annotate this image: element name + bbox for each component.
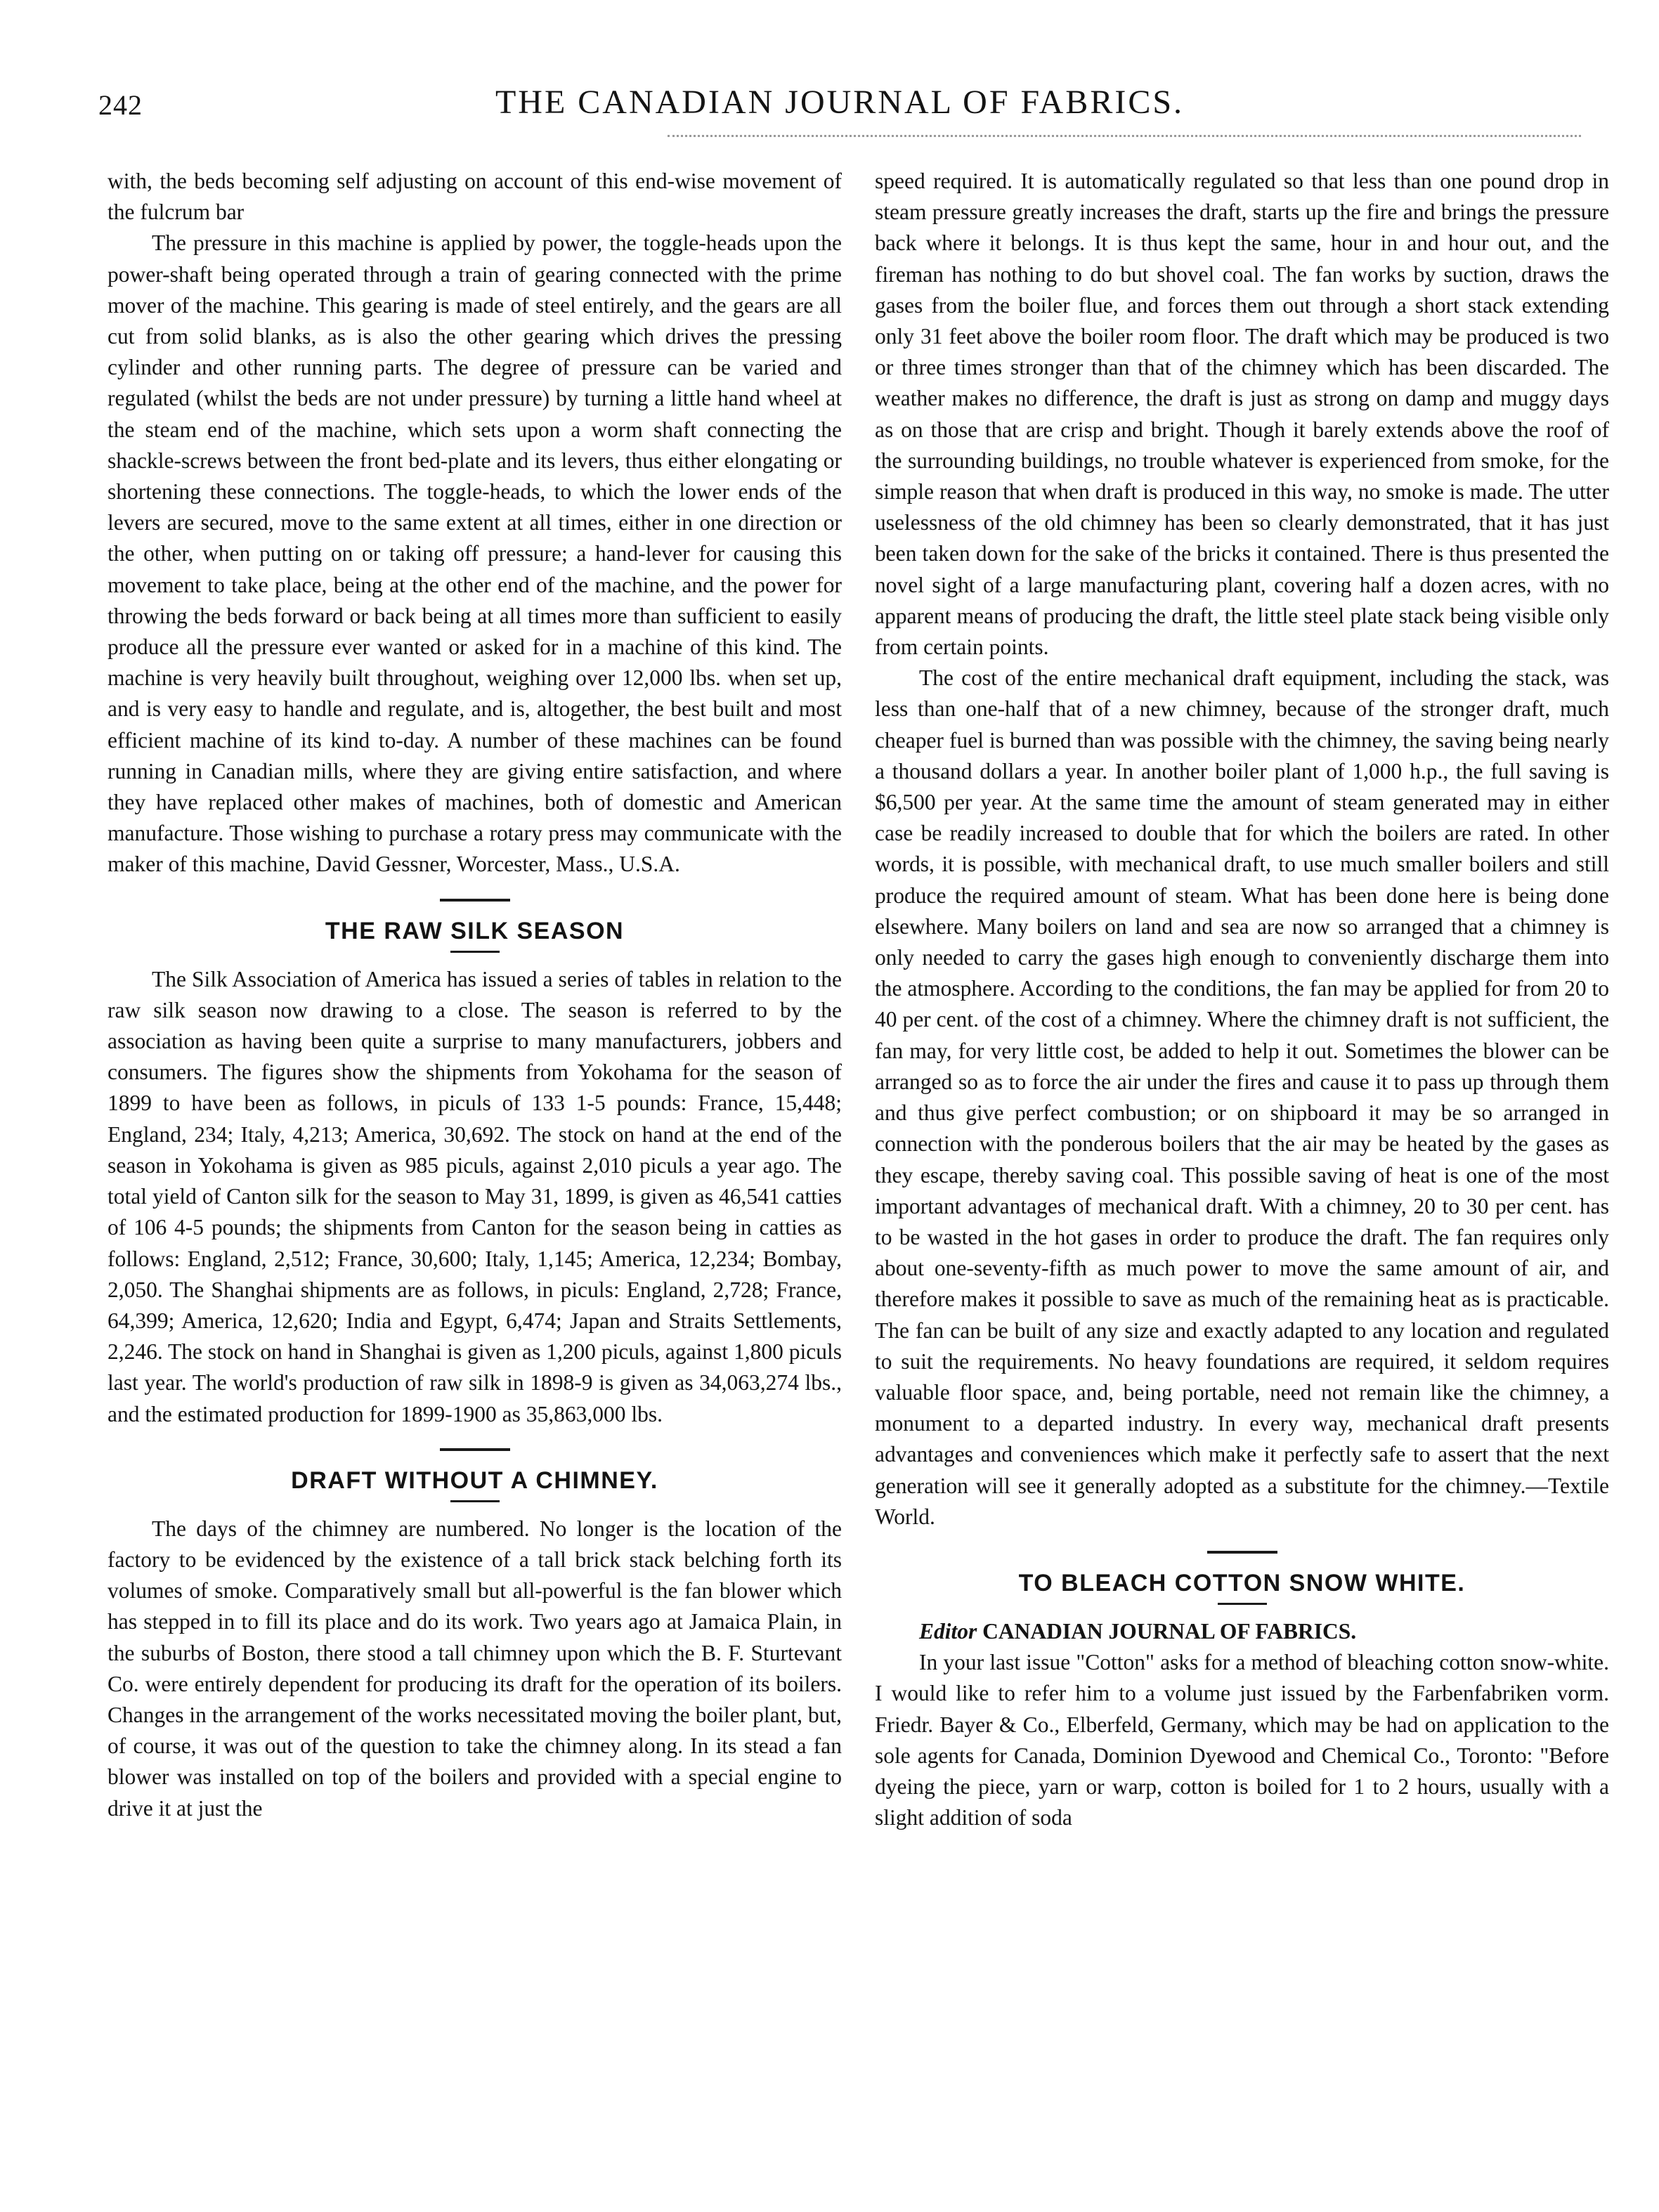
- section-rule: [450, 1500, 500, 1502]
- journal-title: THE CANADIAN JOURNAL OF FABRICS.: [495, 84, 1185, 121]
- article-paragraph: with, the beds becoming self adjusting on account of this end-wise movement of the fulcrum bar: [108, 169, 842, 225]
- page-header: [98, 83, 1581, 132]
- article-paragraph: The Silk Association of America has issued a series of tables in relation to the raw silk season now drawing to a close. The season is referred to by the association as having been quite a surprise to many manufacturers, jobbers and consumers. The figures show the shipments from Yokohama for the season of 1899 to have been as follows, in piculs of 133 1-5 pounds: France, 15,448; England, 234; Italy, 4,213; America, 30,692. The stock on hand at the end of the season in Yokohama is given as 985 piculs, against 2,010 piculs a year ago. The total yield of Canton silk for the season to May 31, 1899, is given as 46,541 catties of 106 4-5 pounds; the shipments from Canton for the season being in catties as follows: England, 2,512; France, 30,600; Italy, 1,145; America, 12,234; Bombay, 2,050. The Shanghai shipments are as follows, in piculs: England, 2,728; France, 64,399; America, 12,620; India and Egypt, 6,474; Japan and Straits Settlements, 2,246. The stock on hand in Shanghai is given as 1,200 piculs, against 1,800 piculs last year. The world's production of raw silk in 1898-9 is given as 34,063,274 lbs., and the estimated production for 1899-1900 as 35,863,000 lbs.: [108, 966, 842, 1426]
- editor-prefix: Editor: [919, 1618, 977, 1644]
- article-paragraph: In your last issue "Cotton" asks for a method of bleaching cotton snow-white. I would like to refer him to a volume just issued by the Farbenfabriken vorm. Friedr. Bayer & Co., Elberfeld, Germany, which may be had on application to the sole agents for Canada, Dominion Dyewood and Chemical Co., Toronto: "Before dyeing the piece, yarn or warp, cotton is boiled for 1 to 2 hours, usually with a slight addition of soda: [875, 1650, 1609, 1830]
- section-rule: [450, 951, 500, 953]
- section-rule: [1207, 1551, 1277, 1554]
- page-number: 242: [98, 89, 143, 121]
- article-paragraph: speed required. It is automatically regulated so that less than one pound drop in steam pressure greatly increases the draft, starts up the fire and brings the pressure back where it belongs. It is thus kept the same, hour in and hour out, and the fireman has nothing to do but shovel coal. The fan works by suction, draws the gases from the boiler flue, and forces them out through a short stack extending only 31 feet above the boiler room floor. The draft which may be produced is two or three times stronger than that of the chimney which has been discarded. The weather makes no difference, the draft is just as strong on damp and muggy days as on those that are crisp and bright. Though it barely extends above the roof of the surrounding buildings, no trouble whatever is experienced from smoke, for the simple reason that when draft is produced in this way, no smoke is made. The utter uselessness of the old chimney has been so clearly demonstrated, that it has just been taken down for the sake of the bricks it contained. There is thus presented the novel sight of a large manufacturing plant, covering half a dozen acres, with no apparent means of producing the draft, the little steel plate stack being visible only from certain points.: [875, 169, 1609, 660]
- section-title-draft: DRAFT WITHOUT A CHIMNEY.: [291, 1466, 658, 1494]
- editor-salutation: [875, 1616, 1609, 1647]
- section-rule: [440, 899, 510, 902]
- section-rule: [440, 1448, 510, 1451]
- section-title-bleach: TO BLEACH COTTON SNOW WHITE.: [1018, 1569, 1466, 1596]
- editor-name: CANADIAN JOURNAL OF FABRICS.: [982, 1618, 1357, 1644]
- article-paragraph: The days of the chimney are numbered. No longer is the location of the factory to be evidenced by the existence of a tall brick stack belching forth its volumes of smoke. Comparatively small but all-powerful is the fan blower which has stepped in to fill its place and do its work. Two years ago at Jamaica Plain, in the suburbs of Boston, there stood a tall chimney upon which the B. F. Sturtevant Co. were entirely dependent for producing its draft for the operation of its boilers. Changes in the arrangement of the works necessitated moving the boiler plant, but, of course, it was out of the question to take the chimney along. In its stead a fan blower was installed on top of the boilers and provided with a special engine to drive it at just the: [108, 1516, 842, 1821]
- header-rule: [668, 135, 1581, 137]
- article-paragraph: The pressure in this machine is applied by power, the toggle-heads upon the power-shaft being operated through a train of gearing connected with the prime mover of the machine. This gearing is made of steel entirely, and the gears are all cut from solid blanks, as is also the other gearing which drives the pressing cylinder and other running parts. The degree of pressure can be varied and regulated (whilst the beds are not under pressure) by turning a little hand wheel at the steam end of the machine, which sets upon a worm shaft connecting the shackle-screws between the front bed-plate and its levers, thus either elongating or shortening these connections. The toggle-heads, to which the lower ends of the levers are secured, move to the same extent at all times, either in one direction or the other, when putting on or taking off pressure; a hand-lever for causing this movement to take place, being at the other end of the machine, and the power for throwing the beds forward or back being at all times more than sufficient to easily produce all the pressure ever wanted or asked for in a machine of this kind. The machine is very heavily built throughout, weighing over 12,000 lbs. when set up, and is very easy to handle and regulate, and is, altogether, the best built and most efficient machine of its kind to-day. A number of these machines can be found running in Canadian mills, where they are giving entire satisfaction, and where they have replaced other makes of machines, both of domestic and American manufacture. Those wishing to purchase a rotary press may communicate with the maker of this machine, David Gessner, Worcester, Mass., U.S.A.: [108, 230, 842, 877]
- left-column: [108, 166, 842, 2197]
- article-paragraph: The cost of the entire mechanical draft equipment, including the stack, was less than one-half that of a new chimney, because of the stronger draft, much cheaper fuel is burned than was possible with the chimney, the saving being nearly a thousand dollars a year. In another boiler plant of 1,000 h.p., the full saving is $6,500 per year. At the same time the amount of steam generated may in either case be readily increased to double that for which the boilers are rated. In other words, it is possible, with mechanical draft, to use much smaller boilers and still produce the required amount of steam. What has been done here is being done elsewhere. Many boilers on land and sea are now so arranged that a chimney is only needed to carry the gases high enough to conveniently discharge them into the atmosphere. According to the conditions, the fan may be applied for from 20 to 40 per cent. of the cost of a chimney. Where the chimney draft is not sufficient, the fan may, for very little cost, be added to help it out. Sometimes the blower can be arranged so as to force the air under the fires and cause it to pass up through them and thus give perfect combustion; or on shipboard it may be so arranged in connection with the ponderous boilers that the air may be heated by the gases as they escape, thereby saving coal. This possible saving of heat is one of the most important advantages of mechanical draft. With a chimney, 20 to 30 per cent. has to be wasted in the hot gases in order to produce the draft. The fan requires only about one-seventy-fifth as much power to move the same amount of air, and therefore makes it possible to save as much of the remaining heat as is practicable. The fan can be built of any size and exactly adapted to any location and regulated to suit the requirements. No heavy foundations are required, it seldom requires valuable floor space, and, being portable, need not remain like the chimney, a monument to a departed industry. In every way, mechanical draft presents advantages and conveniences which make it perfectly safe to assert that the next generation will see it generally adopted as a substitute for the chimney.—Textile World.: [875, 665, 1609, 1529]
- section-title-raw-silk: THE RAW SILK SEASON: [325, 917, 625, 944]
- section-rule: [1218, 1603, 1267, 1605]
- right-column: [875, 166, 1609, 2197]
